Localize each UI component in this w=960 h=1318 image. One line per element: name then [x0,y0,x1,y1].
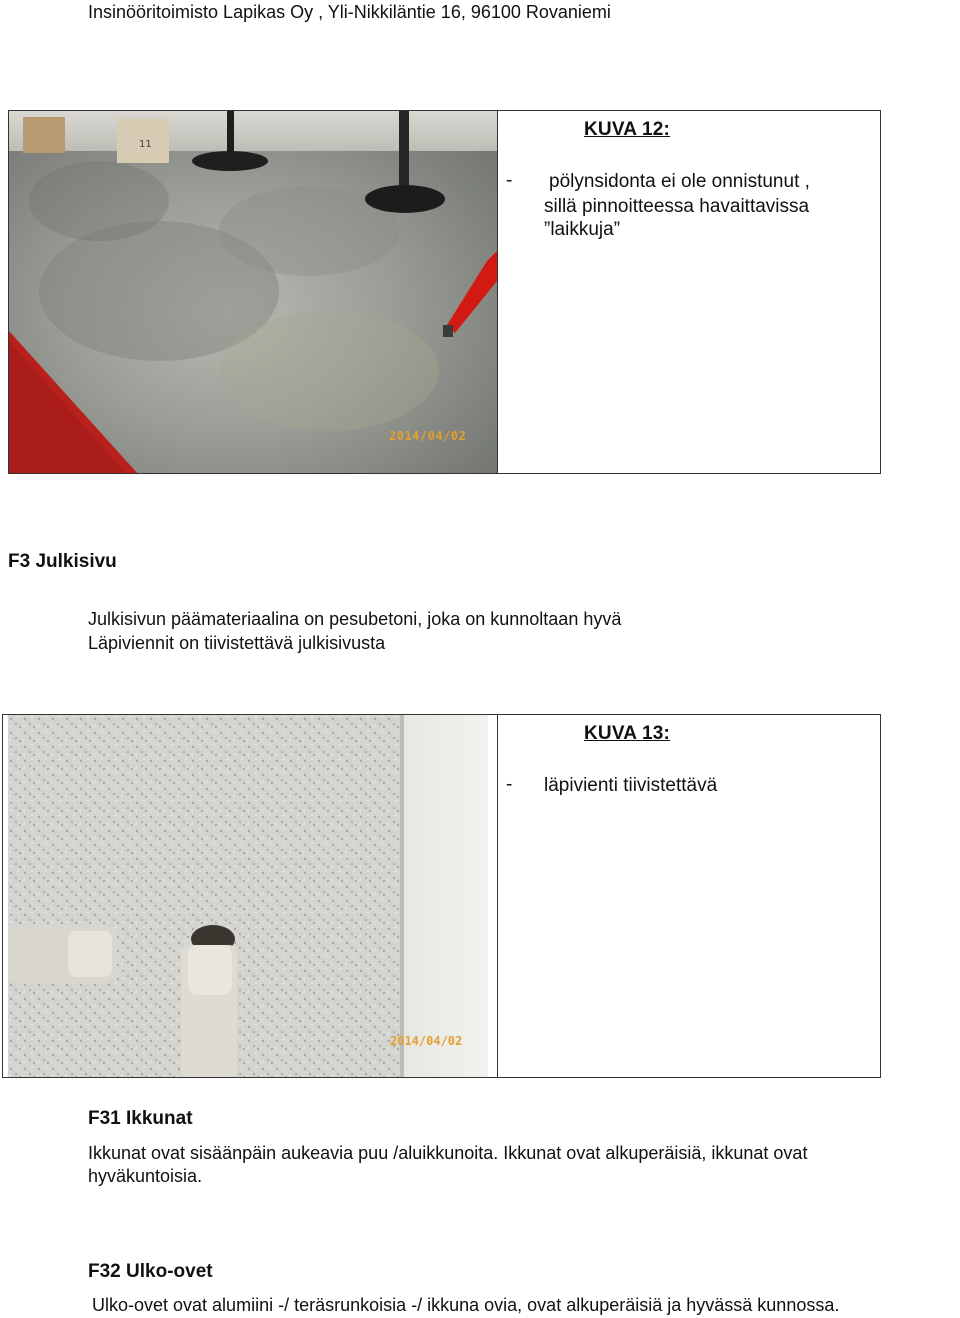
figure-13-date-stamp: 2014/04/02 [390,1034,463,1048]
section-f31-line-2: hyväkuntoisia. [88,1166,203,1186]
bullet-dash: - [506,774,513,795]
figure-12-line-2: sillä pinnoitteessa havaittavissa [544,196,810,217]
section-f3-line-1: Julkisivun päämateriaalina on pesubetoni, joka on kunnoltaan hyvä [88,609,622,629]
figure-13-line-1: läpivienti tiivistettävä [544,775,718,796]
figure-12-line-1: pölynsidonta ei ole onnistunut , [549,171,810,192]
concrete-floor-photo-icon [9,111,497,473]
figure-12-title: KUVA 12: [584,119,671,140]
figure-13-title: KUVA 13: [584,723,671,744]
section-f31-line-1: Ikkunat ovat sisäänpäin aukeavia puu /aluikkunoita. Ikkunat ovat alkuperäisiä, ikkunat ovat [88,1143,808,1163]
figure-12-table [8,110,881,474]
figure-12-date-stamp: 2014/04/02 [389,429,467,443]
bullet-dash: - [506,170,513,191]
figure-13-caption [498,715,880,1077]
figure-12-photo [9,111,498,473]
facade-penetration-photo-icon [8,715,497,1077]
section-f3-line-2: Läpiviennit on tiivistettävä julkisivusta [88,633,386,653]
section-f31-title: F31 Ikkunat [88,1108,193,1129]
section-f32-line-1: Ulko-ovet ovat alumiini -/ teräsrunkoisia -/ ikkuna ovia, ovat alkuperäisiä ja hyvässä kunnossa. [92,1295,840,1315]
section-f32-title: F32 Ulko-ovet [88,1261,213,1282]
page-header: Insinööritoimisto Lapikas Oy , Yli-Nikkiläntie 16, 96100 Rovaniemi [88,2,611,22]
section-f3-title: F3 Julkisivu [8,551,117,572]
figure-12-caption [498,111,880,473]
figure-13-table [2,714,881,1078]
figure-12-line-3: ”laikkuja” [544,219,621,240]
svg-text:11: 11 [139,139,152,150]
figure-13-photo [8,715,498,1077]
